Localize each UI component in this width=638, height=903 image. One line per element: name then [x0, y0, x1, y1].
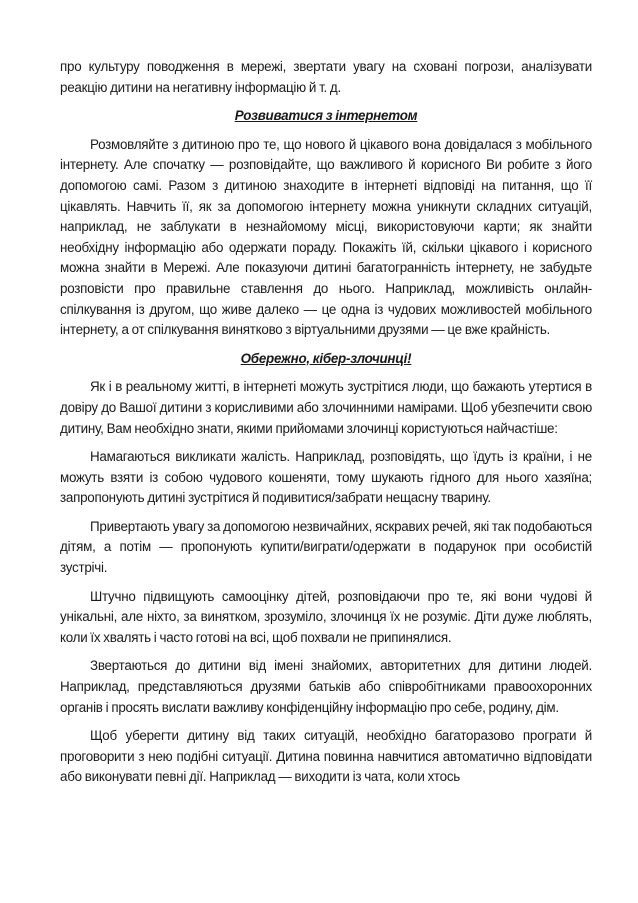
heading-cyber-criminals: Обережно, кібер-злочинці!: [240, 350, 412, 366]
paragraph-authority-tactic: Звертаються до дитини від імені знайомих, авторитетних для дитини людей. Наприклад, представляються друзями батьків або співробітниками правоохоронних органів і просять вислати важливу конфіденційну інформацію про себе, родину, дім.: [60, 658, 592, 715]
document-page: [60, 57, 592, 796]
paragraph-real-life-comparison: Як і в реальному житті, в інтернеті можуть зустрітися люди, що бажають утертися в довіру до Вашої дитини з корисливими або злочинними намірами. Щоб убезпечити свою дитину, Вам необхідно знати, якими прийомами злочинці користуються найчастіше:: [60, 379, 592, 436]
paragraph-intro-continuation: про культуру поводження в мережі, звертати увагу на сховані погрози, аналізувати реакцію дитини на негативну інформацію й т. д.: [60, 59, 592, 95]
paragraph-bright-things-tactic: Привертають увагу за допомогою незвичайних, яскравих речей, які так подобаються дітям, а потім — пропонують купити/виграти/одержати в подарунок при особистій зустрічі.: [60, 518, 592, 576]
paragraph-self-esteem-tactic: Штучно підвищують самооцінку дітей, розповідаючи про те, які вони чудові й унікальні, але ніхто, за винятком, зрозуміло, злочинця їх не розуміє. Діти дуже люблять, коли їх хвалять і часто готові на всі, щоб похвали не припинялися.: [60, 588, 592, 645]
paragraph-talk-with-child: Розмовляйте з дитиною про те, що нового й цікавого вона довідалася з мобільного інтернету. Але спочатку — розповідайте, що важливого й корисного Ви робите з його допомогою самі. Разом з дитиною знаходите в інтернеті відповіді на питання, що її цікавлять. Навчить її, як за допомогою інтернету можна уникнути складних ситуацій, наприклад, не заблукати в незнайомому місці, використовуючи карти; як знайти необхідну інформацію або одержати пораду. Покажіть їй, скільки цікавого і корисного можна знайти в Мережі. Але показуючи дитині багатогранність інтернету, не забудьте розповісти про правильне ставлення до нього. Наприклад, можливість онлайн-спілкування із другом, що живе далеко — це одна із чудових можливостей мобільного інтернету, а от спілкування винятково з віртуальними друзями — це вже крайність.: [60, 136, 592, 338]
paragraph-practice-situations: Щоб уберегти дитину від таких ситуацій, необхідно багаторазово програти й проговорити з нею подібні ситуації. Дитина повинна навчитися автоматично відповідати або виконувати певні дії. Наприклад — виходити із чата, коли хтось: [60, 728, 592, 785]
heading-develop-with-internet: Розвиватися з інтернетом: [234, 108, 418, 124]
paragraph-pity-tactic: Намагаються викликати жалість. Наприклад, розповідять, що їдуть із країни, і не можуть взяти із собою чудового кошеняти, тому шукають гідного для нього хазяїна; запропонують дитині зустрітися й подивитися/забрати нещасну тварину.: [60, 449, 592, 506]
